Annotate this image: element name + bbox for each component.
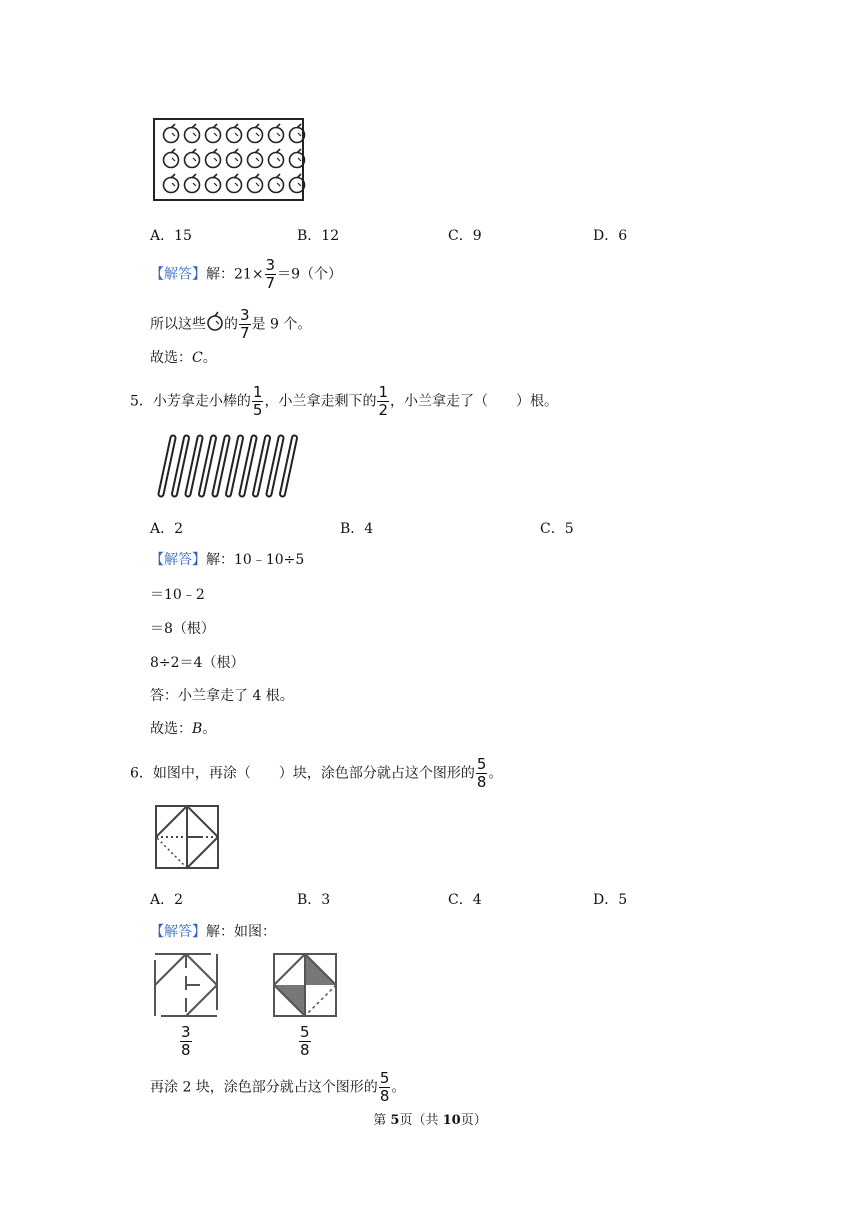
q4-choice: 故选：C。 xyxy=(150,350,217,366)
q5-answer-line: 【解答】解：10﹣10÷5 xyxy=(150,552,305,568)
q5-option-b: B．4 xyxy=(340,521,374,537)
q6-option-c: C．4 xyxy=(448,892,482,908)
apple-icon xyxy=(269,149,284,168)
q6-option-d: D．5 xyxy=(593,892,628,908)
apple-icon xyxy=(185,149,200,168)
apple-icon xyxy=(164,124,179,143)
answer-prefix: 解：21× xyxy=(206,266,264,283)
apple-icon xyxy=(206,149,221,168)
q6-answer-line: 【解答】解：如图： xyxy=(150,924,276,940)
apple-icon xyxy=(206,124,221,143)
q5-choice: 故选：B。 xyxy=(150,721,217,737)
q5-step-1: ＝10﹣2 xyxy=(150,587,205,603)
q6-answer-figure-1 xyxy=(154,953,218,1017)
stick-icon xyxy=(256,438,268,494)
q6-answer-figure-2 xyxy=(273,953,337,1017)
page-footer: 第 5页（共 10页） xyxy=(373,1113,487,1128)
stick-icon xyxy=(161,438,173,494)
apple-icon xyxy=(206,311,224,331)
answer-suffix: ＝9（个） xyxy=(277,266,343,283)
q5-stem: 5．小芳拿走小棒的 $\frac{1}{5}$ ，小兰拿走剩下的 $\frac{1}{2}$ ，小兰拿走了（ ）根。 xyxy=(130,383,559,419)
apple-icon xyxy=(248,174,263,193)
q6-conclusion: 再涂 2 块，涂色部分就占这个图形的 $\frac{5}{8}$ 。 xyxy=(150,1069,406,1105)
q4-line2: 所以这些 的 $\frac{3}{7}$ 是 9 个。 xyxy=(150,306,312,342)
sticks-figure xyxy=(155,434,305,500)
stick-icon xyxy=(229,438,241,494)
apple-icon xyxy=(248,149,263,168)
apple-icon xyxy=(185,124,200,143)
q5-step-2: ＝8（根） xyxy=(150,621,215,637)
q6-option-b: B．3 xyxy=(297,892,331,908)
fraction: $\frac{3}{7}$ xyxy=(240,306,250,342)
fraction: $\frac{5}{8}$ xyxy=(379,1069,390,1105)
q6-option-a: A．2 xyxy=(150,892,184,908)
stick-icon xyxy=(215,438,227,494)
q4-answer-line xyxy=(150,258,342,291)
stick-icon xyxy=(242,438,254,494)
q4-option-b: B．12 xyxy=(297,228,340,244)
stick-icon xyxy=(188,438,200,494)
apple-icon xyxy=(227,149,242,168)
q6-figure xyxy=(155,805,219,869)
fraction: $\frac{1}{5}$ xyxy=(252,383,263,419)
q6-stem: 6．如图中，再涂（ ）块，涂色部分就占这个图形的 $\frac{5}{8}$ 。 xyxy=(130,755,503,791)
apple-icon xyxy=(164,174,179,193)
apple-icon xyxy=(227,174,242,193)
q5-option-a: A．2 xyxy=(150,521,184,537)
stick-icon xyxy=(283,438,295,494)
apple-icon xyxy=(206,174,221,193)
fraction: $\frac{3}{7}$ xyxy=(265,256,276,292)
q4-option-a: A．15 xyxy=(150,228,192,244)
stick-icon xyxy=(175,438,187,494)
apple-icon xyxy=(164,149,179,168)
q4-option-c: C．9 xyxy=(448,228,482,244)
q5-step-3: 8÷2＝4（根） xyxy=(150,655,245,671)
stick-icon xyxy=(202,438,214,494)
apple-icon xyxy=(227,124,242,143)
apple-icon xyxy=(269,174,284,193)
apple-icon xyxy=(185,174,200,193)
q4-option-d: D．6 xyxy=(593,228,628,244)
apples-figure xyxy=(153,118,305,202)
apple-icon xyxy=(248,124,263,143)
fraction: $\frac{1}{2}$ xyxy=(378,383,389,419)
q5-step-4: 答：小兰拿走了 4 根。 xyxy=(150,688,294,704)
stick-icon xyxy=(269,438,281,494)
answer-tag: 【解答】 xyxy=(150,266,206,283)
fraction: $\frac{5}{8}$ xyxy=(476,755,487,791)
q6-fig2-fraction: $\frac{5}{8}$ xyxy=(300,1023,310,1059)
apple-icon xyxy=(269,124,284,143)
q6-fig1-fraction: $\frac{3}{8}$ xyxy=(181,1023,191,1059)
q5-option-c: C．5 xyxy=(540,521,574,537)
